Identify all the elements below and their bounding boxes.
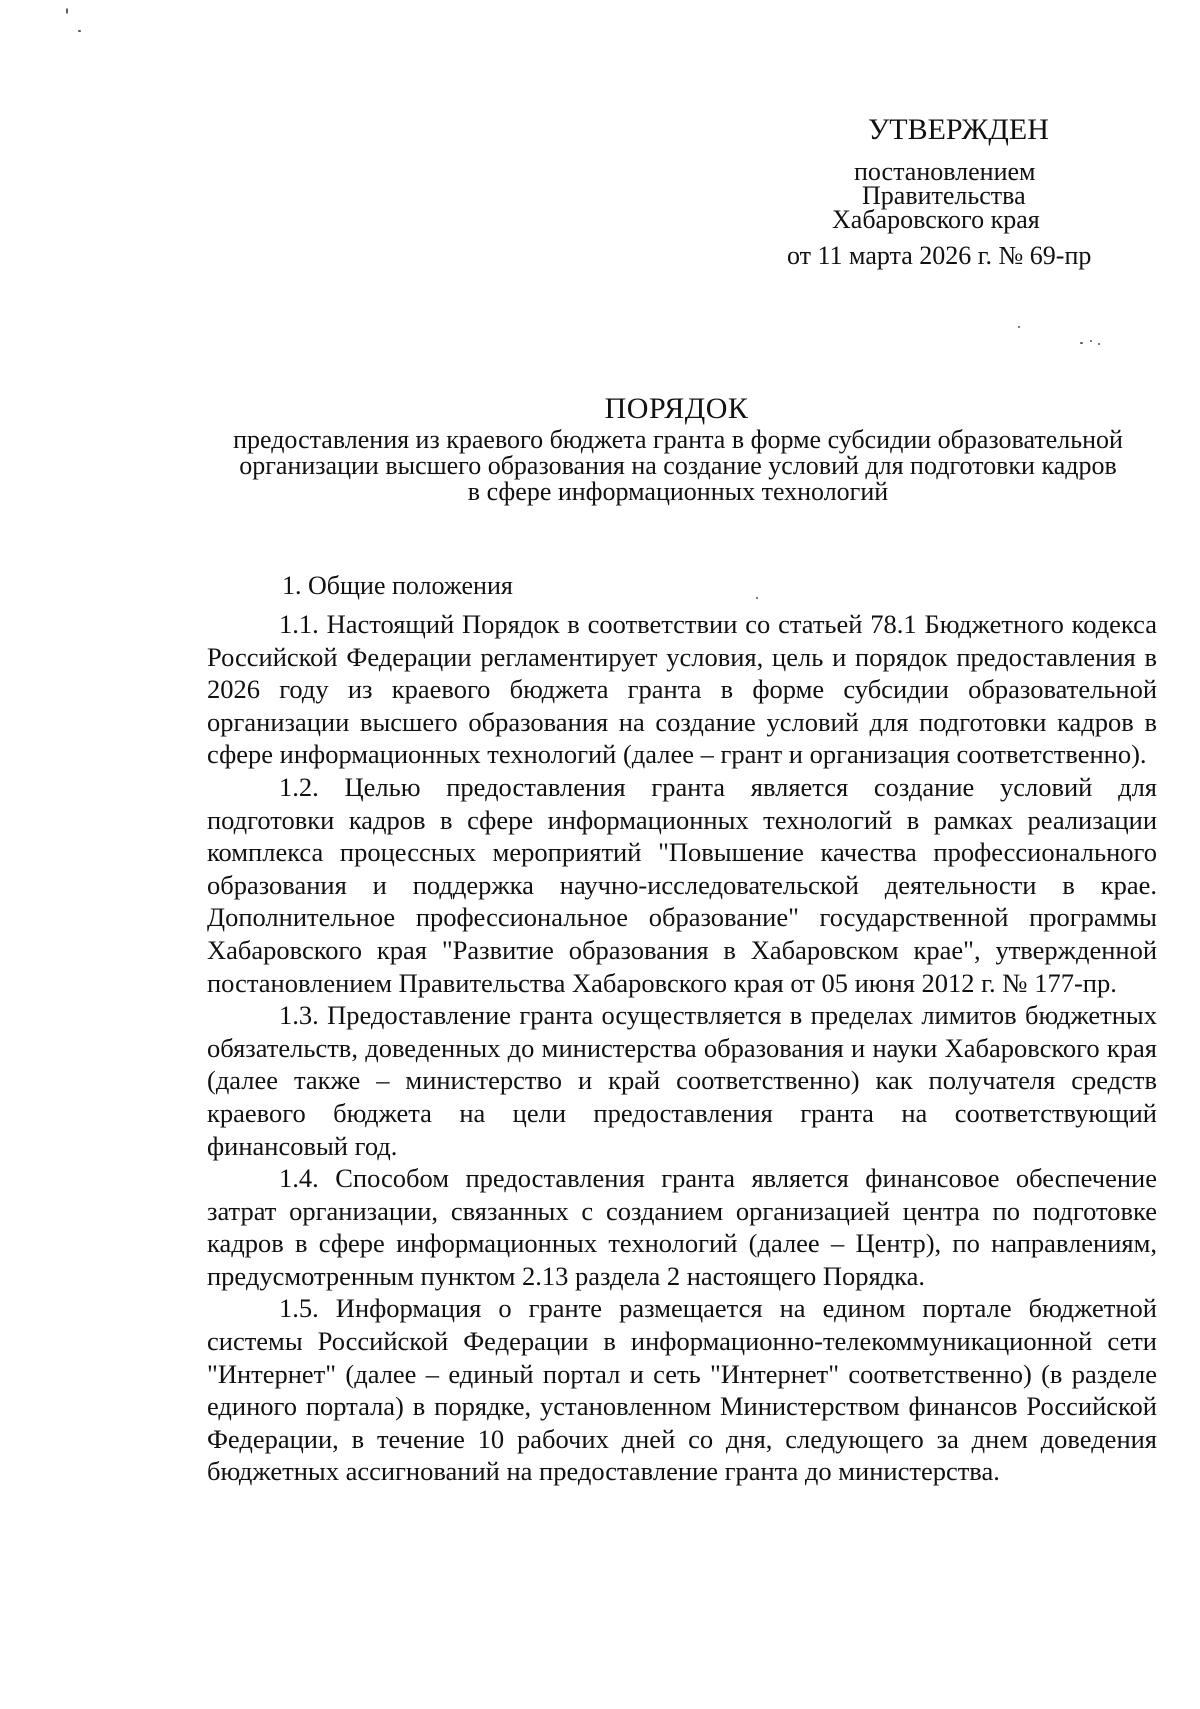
scan-speck xyxy=(756,597,758,599)
scan-speck xyxy=(78,30,81,32)
paragraph-1-2: 1.2. Целью предоставления гранта является создание условий для подготовки кадров в сфере информационных технологий в рамках реализации комплекса процессных мероприятий "Повышение качества профессионального образования и поддержка научно-исследовательской деятельности в крае. Дополнительное профессиональное образование" государственной программы Хабаровского края "Развитие образования в Хабаровском крае", утвержденной постановлением Правительства Хабаровского края от 05 июня 2012 г. № 177-пр. xyxy=(207,771,1157,998)
scan-speck xyxy=(1080,342,1083,344)
approval-line-region: Хабаровского края xyxy=(832,205,1040,234)
document-title: ПОРЯДОК xyxy=(604,392,749,425)
section-body xyxy=(207,608,1157,1488)
scan-speck xyxy=(66,8,68,14)
paragraph-1-3: 1.3. Предоставление гранта осуществляется в пределах лимитов бюджетных обязательств, доведенных до министерства образования и науки Хабаровского края (далее также – министерство и край соответственно) как получателя средств краевого бюджета на цели предоставления гранта на соответствующий финансовый год. xyxy=(207,1000,1157,1161)
section-heading: 1. Общие положения xyxy=(282,571,513,600)
paragraph-1-5: 1.5. Информация о гранте размещается на едином портале бюджетной системы Российской Федерации в информационно-телекоммуникационной сети "Интернет" (далее – единый портал и сеть "Интернет" соответственно) (в разделе единого портала) в порядке, установленном Министерством финансов Российской Федерации, в течение 10 рабочих дней со дня, следующего за днем доведения бюджетных ассигнований на предоставление гранта до министерства. xyxy=(207,1293,1157,1487)
approval-line-date-number: от 11 марта 2026 г. № 69-пр xyxy=(787,241,1092,270)
scan-speck xyxy=(1018,326,1020,328)
document-subtitle: предоставления из краевого бюджета гранта в форме субсидии образовательной организации высшего образования на создание условий для подготовки кадров в сфере информационных технологий xyxy=(233,425,1123,506)
paragraph-1-1: 1.1. Настоящий Порядок в соответствии со статьей 78.1 Бюджетного кодекса Российской Федерации регламентирует условия, цель и порядок предоставления в 2026 году из краевого бюджета гранта в форме субсидии образовательной организации высшего образования на создание условий для подготовки кадров в сфере информационных технологий (далее – грант и организация соответственно). xyxy=(207,609,1157,770)
approval-title: УТВЕРЖДЕН xyxy=(868,113,1049,146)
approval-line-government: Правительства xyxy=(862,181,1026,210)
scan-speck xyxy=(1098,343,1100,345)
paragraph-1-4: 1.4. Способом предоставления гранта является финансовое обеспечение затрат организации, связанных с созданием организацией центра по подготовке кадров в сфере информационных технологий (далее – Центр), по направлениям, предусмотренным пунктом 2.13 раздела 2 настоящего Порядка. xyxy=(207,1163,1157,1291)
scan-speck xyxy=(1090,340,1092,342)
approval-line-resolution: постановлением xyxy=(854,157,1036,186)
